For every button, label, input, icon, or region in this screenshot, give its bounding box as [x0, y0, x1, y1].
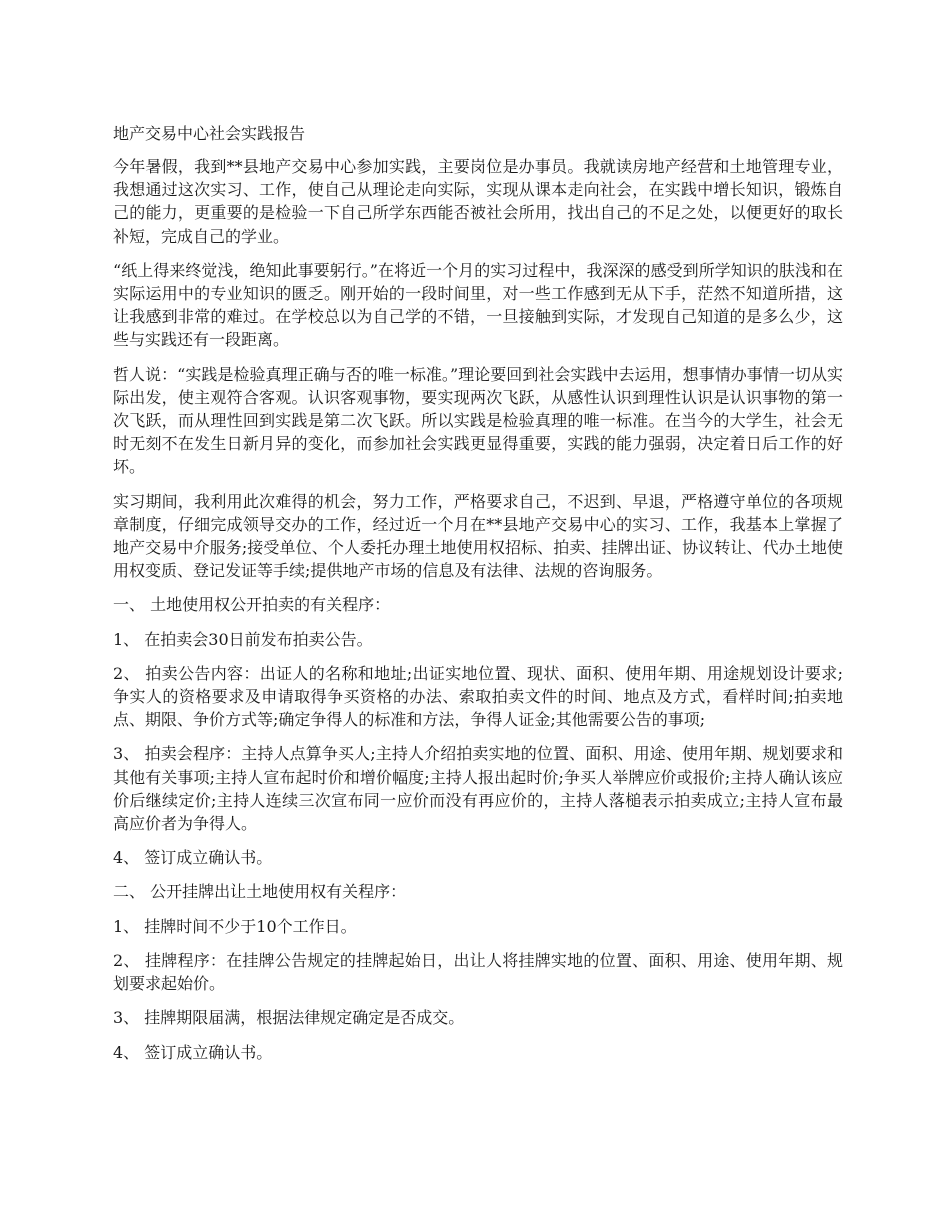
section-heading-auction: 一、 土地使用权公开拍卖的有关程序： [113, 595, 391, 615]
list-item: 4、 签订成立确认书。 [113, 1042, 273, 1062]
paragraph-internship: 实习期间，我利用此次难得的机会，努力工作，严格要求自己，不迟到、早退，严格遵守单位的各项规章制度，仔细完成领导交办的工作，经过近一个月在**县地产交易中心的实习、工作，我基本上掌握了地产交易中介服务;接受单位、个人委托办理土地使用权招标、拍卖、挂牌出证、协议转让、代办土地使用权变质、登记发证等手续;提供地产市场的信息及有法律、法规的咨询服务。 [113, 491, 843, 581]
list-item: 2、 挂牌程序：在挂牌公告规定的挂牌起始日，出让人将挂牌实地的位置、面积、用途、使用年期、规划要求起始价。 [113, 950, 843, 994]
list-item: 2、 拍卖公告内容：出证人的名称和地址;出证实地位置、现状、面积、使用年期、用途规划设计要求;争实人的资格要求及申请取得争买资格的办法、索取拍卖文件的时间、地点及方式，看样时间;拍卖地点、期限、争价方式等;确定争得人的标准和方法，争得人证金;其他需要公告的事项; [113, 663, 843, 730]
list-item: 1、 挂牌时间不少于10个工作日。 [113, 916, 357, 936]
paragraph-intro: 今年暑假，我到**县地产交易中心参加实践，主要岗位是办事员。我就读房地产经营和土地管理专业，我想通过这次实习、工作，使自己从理论走向实际，实现从课本走向社会，在实践中增长知识，锻炼自己的能力，更重要的是检验一下自己所学东西能否被社会所用，找出自己的不足之处，以便更好的取长补短，完成自己的学业。 [113, 157, 843, 246]
paragraph-quote: “纸上得来终觉浅，绝知此事要躬行。”在将近一个月的实习过程中，我深深的感受到所学知识的肤浅和在实际运用中的专业知识的匮乏。刚开始的一段时间里，对一些工作感到无从下手，茫然不知道所措，这让我感到非常的难过。在学校总以为自己学的不错，一旦接触到实际，才发现自己知道的是多么少，这些与实践还有一段距离。 [113, 260, 843, 350]
list-item: 4、 签订成立确认书。 [113, 848, 273, 868]
paragraph-philosophy: 哲人说：“实践是检验真理正确与否的唯一标准。”理论要回到社会实践中去运用，想事情办事情一切从实际出发，使主观符合客观。认识客观事物，要实现两次飞跃，从感性认识到理性认识是认识事物的第一次飞跃，而从理性回到实践是第二次飞跃。所以实践是检验真理的唯一标准。在当今的大学生，社会无时无刻不在发生日新月异的变化，而参加社会实践更显得重要，实践的能力强弱，决定着日后工作的好坏。 [113, 364, 843, 477]
document-page [113, 122, 843, 1075]
document-title: 地产交易中心社会实践报告 [113, 124, 306, 143]
list-item: 3、 拍卖会程序：主持人点算争买人;主持人介绍拍卖实地的位置、面积、用途、使用年期、规划要求和其他有关事项;主持人宣布起时价和增价幅度;主持人报出起时价;争买人举牌应价或报价;主持人确认该应价后继续定价;主持人连续三次宣布同一应价而没有再应价的，主持人落槌表示拍卖成立;主持人宣布最高应价者为争得人。 [113, 744, 843, 834]
section-heading-listing: 二、 公开挂牌出让土地使用权有关程序： [113, 882, 407, 902]
list-item: 1、 在拍卖会30日前发布拍卖公告。 [113, 629, 373, 649]
list-item: 3、 挂牌期限届满，根据法律规定确定是否成交。 [113, 1008, 465, 1028]
